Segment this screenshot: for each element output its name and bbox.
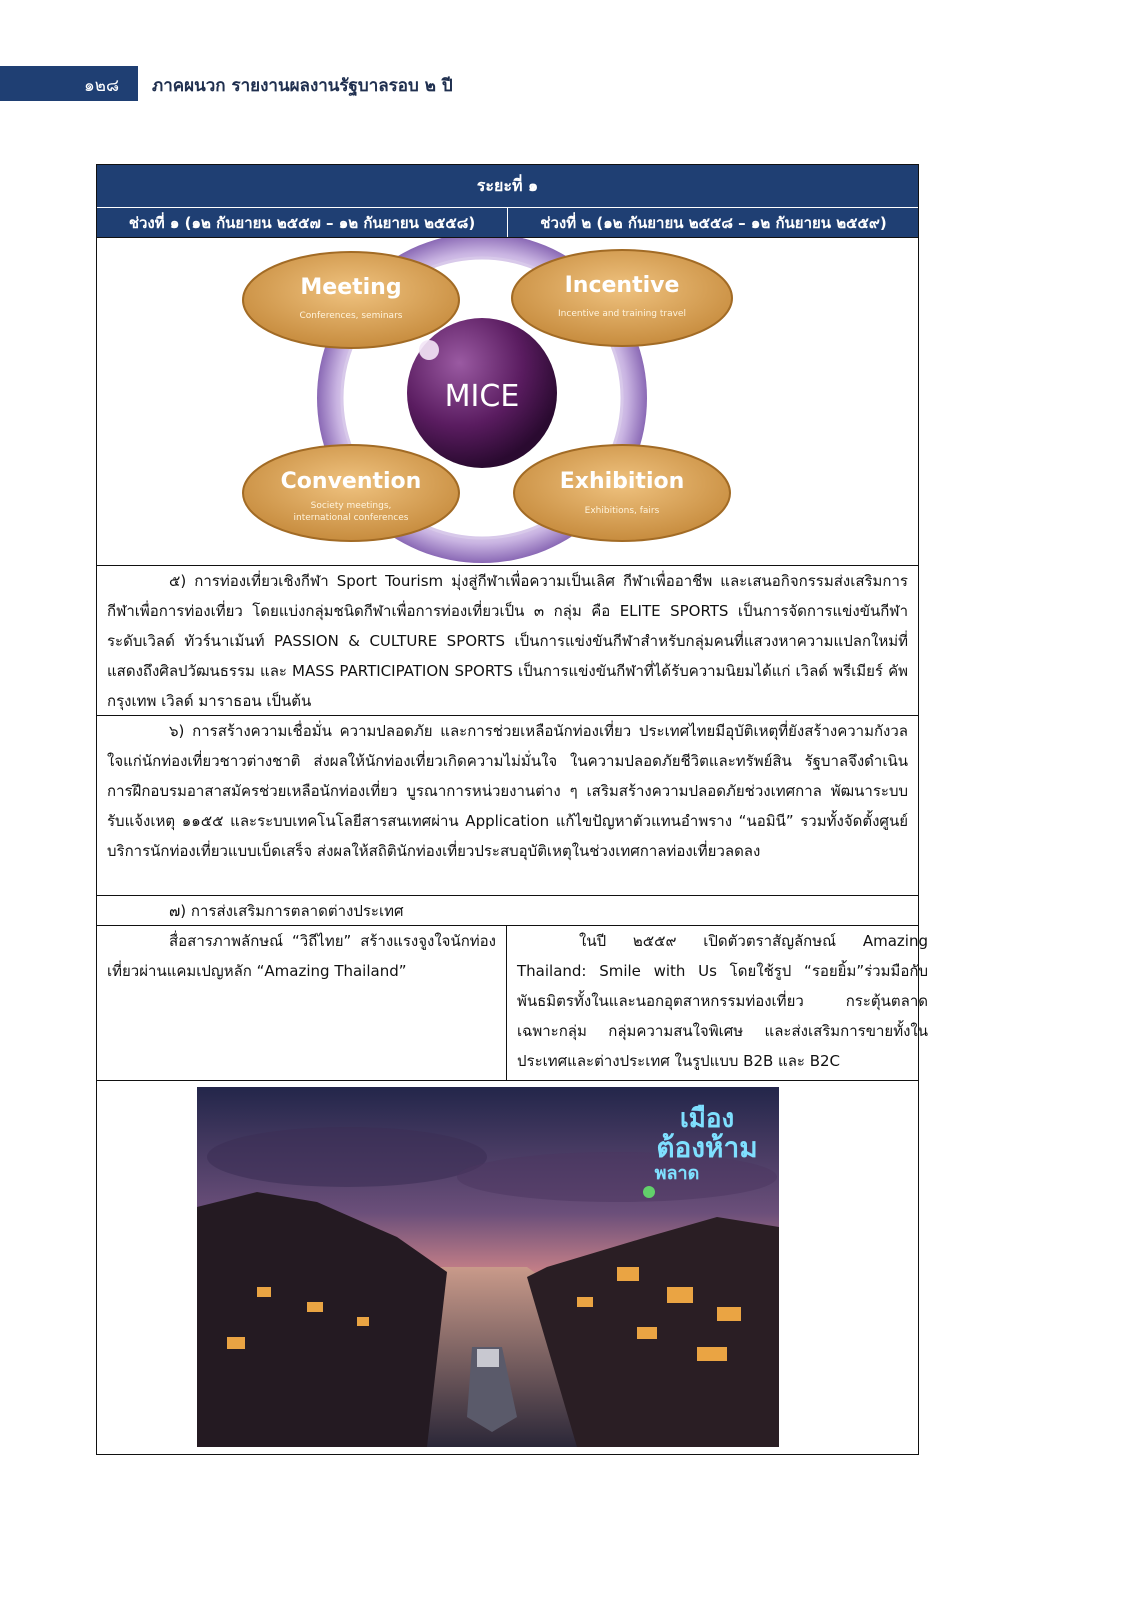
period-1-label: ช่วงที่ ๑ (๑๒ กันยายน ๒๕๕๗ – ๑๒ กันยายน ๒๕๕๘) bbox=[128, 214, 476, 232]
mice-center-label: MICE bbox=[444, 379, 520, 414]
section-7-columns bbox=[97, 925, 928, 1080]
mice-diagram bbox=[97, 238, 918, 564]
period-header-row bbox=[97, 207, 918, 237]
section-7-left-text: สื่อสารภาพลักษณ์ “วิถีไทย” สร้างแรงจูงใจนักท่องเที่ยวผ่านแคมเปญหลัก “Amazing Thailand” bbox=[97, 926, 507, 1081]
meeting-sub: Conferences, seminars bbox=[299, 311, 403, 321]
incentive-title: Incentive bbox=[564, 273, 680, 298]
mice-diagram-cell bbox=[97, 237, 918, 565]
convention-sub-1: Society meetings, bbox=[310, 501, 392, 511]
logo-line-2: ต้องห้าม bbox=[656, 1131, 758, 1164]
incentive-sub: Incentive and training travel bbox=[558, 309, 686, 319]
incentive-oval bbox=[512, 250, 732, 346]
convention-sub-2: international conferences bbox=[293, 513, 409, 523]
phase-title: ระยะที่ ๑ bbox=[97, 165, 918, 207]
section-7-heading: ๗) การส่งเสริมการตลาดต่างประเทศ bbox=[97, 895, 918, 925]
page-number: ๑๒๘ bbox=[84, 76, 120, 96]
section-7-right-text: ในปี ๒๕๕๙ เปิดตัวตราสัญลักษณ์ Amazing Thailand: Smile with Us โดยใช้รูป “รอยยิ้ม”ร่วมมือกับพันธมิตรทั้งในและนอกอุตสาหกรรมท่องเที่ยว กระตุ้นตลาดเฉพาะกลุ่ม กลุ่มความสนใจพิเศษ และส่งเสริมการขายทั้งในประเทศและต่างประเทศ ในรูปแบบ B2B และ B2C bbox=[517, 932, 928, 1070]
section-6-text: ๖) การสร้างความเชื่อมั่น ความปลอดภัย และการช่วยเหลือนักท่องเที่ยว ประเทศไทยมีอุบัติเหตุที่ยังสร้างความกังวลใจแก่นักท่องเที่ยวชาวต่างชาติ ส่งผลให้นักท่องเที่ยวเกิดความไม่มั่นใจ ในความปลอดภัยชีวิตและทรัพย์สิน รัฐบาลจึงดำเนินการฝึกอบรมอาสาสมัครช่วยเหลือนักท่องเที่ยว บูรณาการหน่วยงานต่าง ๆ เสริมสร้างความปลอดภัยช่วงเทศกาล พัฒนาระบบรับแจ้งเหตุ ๑๑๕๕ และระบบเทคโนโลยีสารสนเทศผ่าน Application แก้ไขปัญหาตัวแทนอำพราง “นอมินี” รวมทั้งจัดตั้งศูนย์บริการนักท่องเที่ยวแบบเบ็ดเสร็จ ส่งผลให้สถิตินักท่องเที่ยวประสบอุบัติเหตุในช่วงเทศกาลท่องเที่ยวลดลง bbox=[97, 715, 918, 895]
logo-line-1: เมือง bbox=[679, 1104, 735, 1134]
logo-line-3: พลาด bbox=[654, 1163, 700, 1184]
photo-cell bbox=[97, 1080, 918, 1455]
convention-title: Convention bbox=[280, 469, 422, 494]
exhibition-title: Exhibition bbox=[559, 469, 685, 494]
period-2-label: ช่วงที่ ๒ (๑๒ กันยายน ๒๕๕๘ – ๑๒ กันยายน ๒๕๕๙) bbox=[507, 208, 919, 238]
location-pin-icon bbox=[643, 1186, 655, 1198]
exhibition-sub: Exhibitions, fairs bbox=[584, 506, 660, 516]
content-table bbox=[96, 164, 928, 1455]
floating-market-photo bbox=[197, 1087, 779, 1447]
page-title: ภาคผนวก รายงานผลงานรัฐบาลรอบ ๒ ปี bbox=[152, 76, 453, 96]
section-5-text: ๕) การท่องเที่ยวเชิงกีฬา Sport Tourism มุ่งสู่กีฬาเพื่อความเป็นเลิศ กีฬาเพื่ออาชีพ และเสนอกิจกรรมส่งเสริมการกีฬาเพื่อการท่องเที่ยว โดยแบ่งกลุ่มชนิดกีฬาเพื่อการท่องเที่ยวเป็น ๓ กลุ่ม คือ ELITE SPORTS เป็นการจัดการแข่งขันกีฬาระดับเวิลด์ ทัวร์นาเม้นท์ PASSION & CULTURE SPORTS เป็นการแข่งขันกีฬาสำหรับกลุ่มคนที่แสวงหาความแปลกใหม่ที่แสดงถึงศิลปวัฒนธรรม และ MASS PARTICIPATION SPORTS เป็นการแข่งขันกีฬาที่ได้รับความนิยมได้แก่ เวิลด์ พรีเมียร์ คัพ กรุงเทพ เวิลด์ มาราธอน เป็นต้น bbox=[97, 565, 918, 715]
meeting-title: Meeting bbox=[300, 275, 402, 300]
meeting-oval bbox=[243, 252, 459, 348]
